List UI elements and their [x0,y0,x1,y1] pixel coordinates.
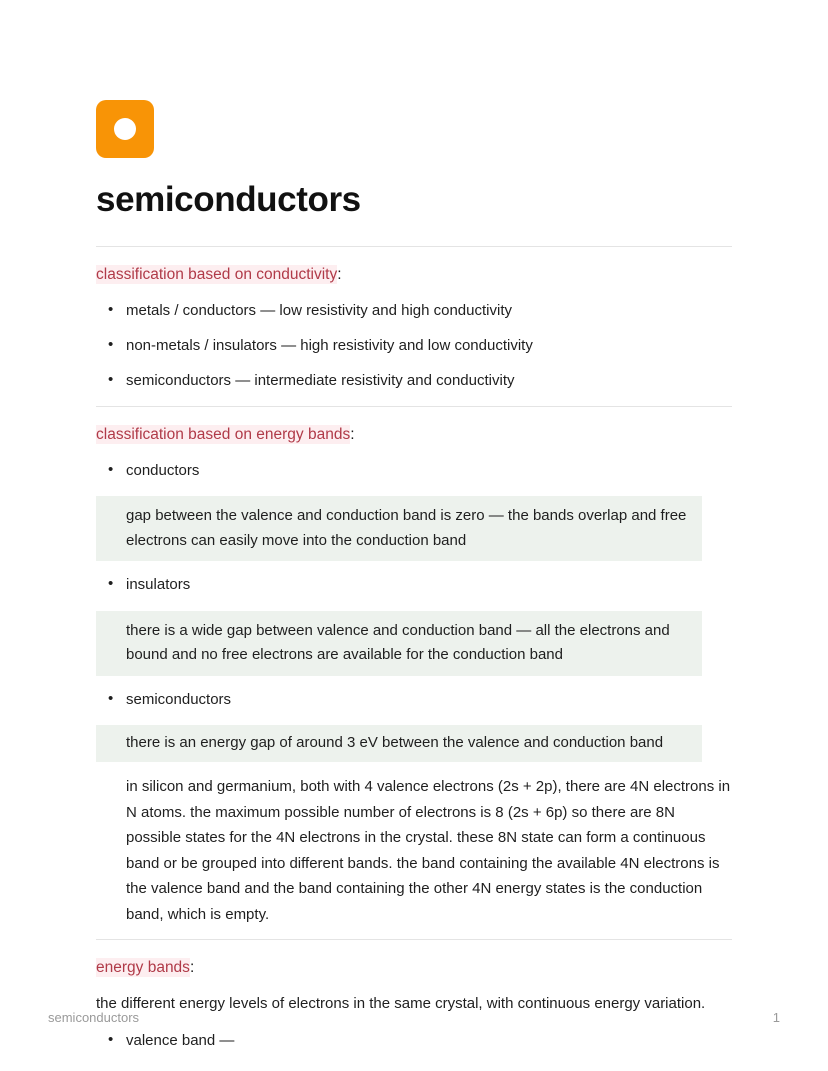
section-heading-energy-bands-classification [96,423,732,446]
energy-bands-types-list [96,1029,732,1052]
list-item: • non-metals / insulators — high resistivity and low conductivity [126,334,732,357]
section-divider-3 [96,939,732,940]
list-item: • valence band — [126,1029,732,1052]
list-item: • metals / conductors — low resistivity and high conductivity [126,299,732,322]
energy-bands-bullet-list-3 [96,688,732,711]
callout-semiconductors: there is an energy gap of around 3 eV between the valence and conduction band [96,725,702,762]
list-item: • semiconductors [126,688,732,711]
footer-page-number: 1 [772,1010,780,1025]
footer-document-name: semiconductors [48,1010,140,1025]
page-footer [48,1010,780,1025]
section-heading-conductivity-text: classification based on conductivity [96,266,338,284]
section-heading-energy-bands-colon: : [189,959,195,976]
section-heading-conductivity-colon: : [337,266,342,284]
section-heading-energy-bands-classification-colon: : [350,426,355,444]
list-item: • conductors [126,459,732,482]
section-divider-1 [96,246,732,247]
paragraph-energy-bands: the different energy levels of electrons in the same crystal, with continuous energy variation. [96,995,706,1013]
page-title: semiconductors [96,180,361,219]
energy-bands-bullet-list-2 [96,573,732,596]
callout-conductors: gap between the valence and conduction band is zero — the bands overlap and free electrons can easily move into the conduction band [96,496,702,562]
document-content [96,100,732,1066]
energy-bands-bullet-list [96,459,732,482]
paragraph-semiconductors-detail: in silicon and germanium, both with 4 valence electrons (2s + 2p), there are 4N electrons in N atoms. the maximum possible number of electrons is 8 (2s + 6p) so there are 8N possible states for the 4N electrons in the crystal. these 8N state can form a continuous band or be grouped into different bands. the band containing the available 4N electrons is the valence band and the band containing the other 4N energy states is the conduction band, which is empty. [126,778,731,923]
list-item: • insulators [126,573,732,596]
section-heading-conductivity [96,263,732,286]
conductivity-bullet-list [96,299,732,393]
icon-inner-dot [114,118,136,140]
section-heading-energy-bands-classification-text: classification based on energy bands [96,426,351,444]
section-heading-energy-bands [96,956,732,979]
section-heading-energy-bands-text: energy bands [96,959,190,976]
orange-circle-icon [96,100,154,158]
section-divider-2 [96,406,732,407]
list-item: • semiconductors — intermediate resistivity and conductivity [126,369,732,392]
callout-insulators: there is a wide gap between valence and conduction band — all the electrons and bound and no free electrons are available for the conduction band [96,611,702,677]
